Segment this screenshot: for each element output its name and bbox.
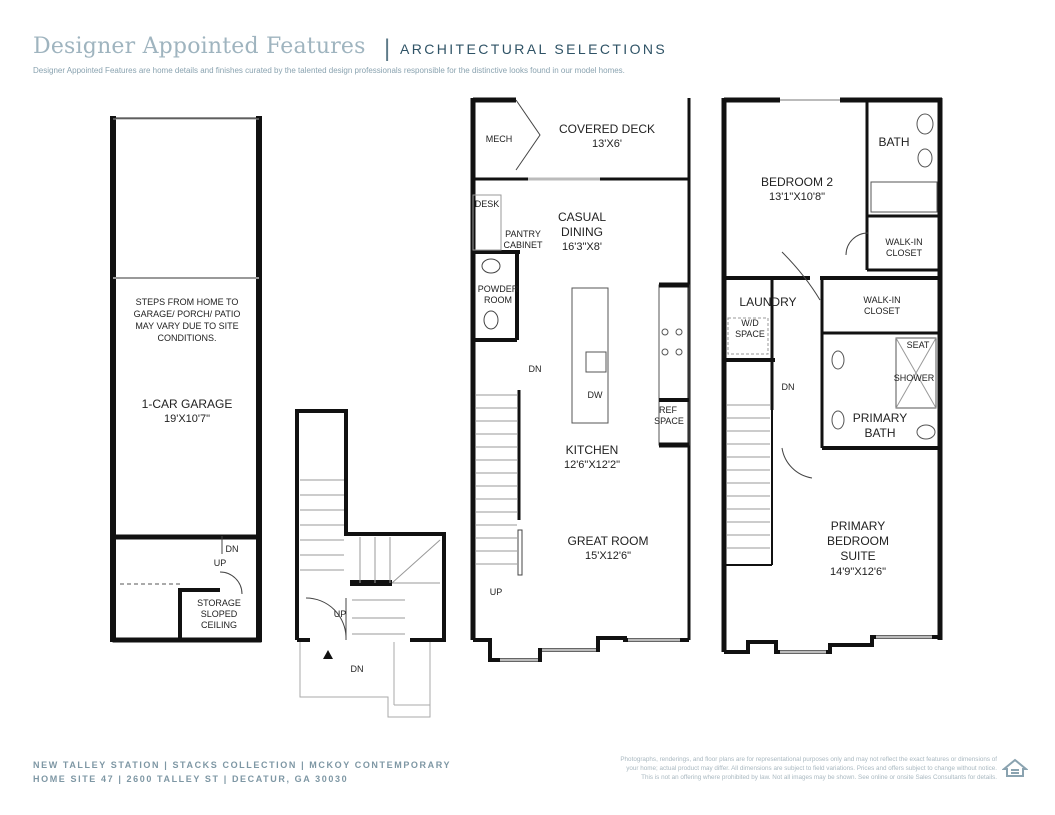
wd-space-label-1: W/D — [741, 318, 759, 328]
storage-door-swing — [220, 572, 242, 594]
garage-name: 1-CAR GARAGE — [141, 397, 233, 411]
laundry-label: LAUNDRY — [739, 295, 797, 309]
powder-label-1: POWDER — [477, 284, 519, 294]
suite-door-swing — [782, 448, 812, 478]
kitchen-label: KITCHEN — [565, 443, 619, 457]
garage-dn-label: DN — [225, 544, 239, 554]
storage-label-3: CEILING — [200, 620, 238, 630]
footer-address: HOME SITE 47 | 2600 TALLEY ST | DECATUR, GA 30030 — [33, 774, 349, 784]
upper-front-wall — [724, 637, 940, 652]
garage-note-line4: CONDITIONS. — [157, 333, 217, 343]
covered-deck-label: COVERED DECK — [558, 122, 656, 136]
upper-dn-label: DN — [781, 382, 795, 392]
page-title: Designer Appointed Features — [33, 34, 366, 59]
ref-label-1: REF — [659, 405, 677, 415]
primary-bath-label-1: PRIMARY — [852, 411, 908, 425]
powder-sink-icon — [482, 259, 500, 273]
seat-label: SEAT — [906, 340, 930, 350]
upper-floor-plan — [724, 98, 942, 652]
entry-triangle-icon — [323, 650, 333, 659]
bath-sink-icon — [918, 149, 932, 167]
closet-door-swing — [846, 233, 868, 255]
bedroom2-dims: 13'1"X10'8" — [768, 191, 826, 203]
entry-porch-outline — [300, 642, 430, 717]
main-floor-plan — [473, 98, 689, 660]
primary-toilet-icon — [917, 425, 935, 439]
wd-space-label-2: SPACE — [735, 329, 765, 339]
primary-suite-label-2: BEDROOM — [826, 534, 890, 548]
powder-label-2: ROOM — [484, 295, 512, 305]
main-dn-label: DN — [528, 364, 542, 374]
great-room-label: GREAT ROOM — [567, 534, 649, 548]
storage-label-1: STORAGE — [197, 598, 241, 608]
upper-stair-treads — [727, 405, 770, 548]
primary-bath-label-2: BATH — [864, 426, 896, 440]
primary-suite-label-3: SUITE — [840, 549, 876, 563]
walkin-closet1-label-1: WALK-IN — [885, 237, 923, 247]
garage-up-label: UP — [213, 558, 227, 568]
covered-deck-dims: 13'X6' — [592, 138, 622, 150]
storage-label-2: SLOPED — [200, 609, 238, 619]
main-up-label: UP — [489, 587, 503, 597]
casual-dining-dims: 16'3"X8' — [562, 241, 602, 253]
garage-outline — [113, 118, 261, 642]
disclaimer-line3: This is not an offering where prohibited by law. Not all images may be shown. See online or onsite Sales Consultants for details. — [641, 774, 997, 781]
primary-sink-icon — [832, 351, 844, 369]
great-room-dims: 15'X12'6" — [584, 550, 632, 562]
entry-up-label: UP — [333, 609, 347, 619]
garage-note-line1: STEPS FROM HOME TO — [135, 297, 239, 307]
walkin-closet1-label-2: CLOSET — [885, 248, 923, 258]
disclaimer-line2: your home; actual product may differ. All dimensions are subject to field variations. Prices and offers subject to change without notice. — [626, 765, 997, 772]
walkin-closet2-label-2: CLOSET — [863, 306, 901, 316]
primary-suite-dims: 14'9"X12'6" — [829, 566, 887, 578]
garage-plan — [113, 116, 261, 642]
kitchen-dims: 12'6"X12'2" — [563, 459, 621, 471]
walkin-closet2-label-1: WALK-IN — [863, 295, 901, 305]
mech-label: MECH — [485, 134, 513, 144]
page-subtitle: ARCHITECTURAL SELECTIONS — [400, 41, 668, 57]
disclaimer-line1: Photographs, renderings, and floor plans are for representational purposes only and may not reflect the exact features or dimensions of — [620, 756, 997, 763]
bath-toilet-icon — [917, 114, 933, 134]
garage-dims: 19'X10'7" — [163, 413, 211, 425]
bedroom2-label: BEDROOM 2 — [760, 175, 834, 189]
pantry-label-2: CABINET — [503, 240, 543, 250]
equal-housing-icon — [1002, 758, 1028, 784]
tub-icon — [871, 182, 937, 212]
garage-note-line2: GARAGE/ PORCH/ PATIO — [133, 309, 241, 319]
dishwasher-label: DW — [587, 390, 603, 400]
primary-suite-label-1: PRIMARY — [830, 519, 886, 533]
ref-label-2: SPACE — [654, 416, 684, 426]
pantry-label-1: PANTRY — [505, 229, 541, 239]
stair-rail — [518, 530, 522, 575]
entry-stair-treads — [300, 480, 440, 634]
title-separator: | — [384, 35, 391, 62]
footer-community: NEW TALLEY STATION | STACKS COLLECTION | MCKOY CONTEMPORARY — [33, 760, 452, 770]
main-stair-treads — [476, 395, 517, 564]
page-description: Designer Appointed Features are home details and finishes curated by the talented design professionals responsible for the distinctive looks found in our model homes. — [33, 66, 625, 75]
entry-dn-label: DN — [350, 664, 364, 674]
kitchen-island — [572, 288, 608, 423]
entry-plan — [297, 411, 444, 717]
shower-label: SHOWER — [893, 373, 935, 383]
powder-toilet-icon — [484, 311, 498, 329]
cooktop-burners — [662, 329, 682, 355]
bath-label: BATH — [878, 135, 910, 149]
casual-dining-label-1: CASUAL — [557, 210, 607, 224]
desk-label: DESK — [474, 199, 500, 209]
kitchen-sink-icon — [586, 352, 606, 372]
mech-door-swing — [516, 100, 540, 170]
casual-dining-label-2: DINING — [561, 225, 603, 239]
garage-note-line3: MAY VARY DUE TO SITE — [135, 321, 239, 331]
